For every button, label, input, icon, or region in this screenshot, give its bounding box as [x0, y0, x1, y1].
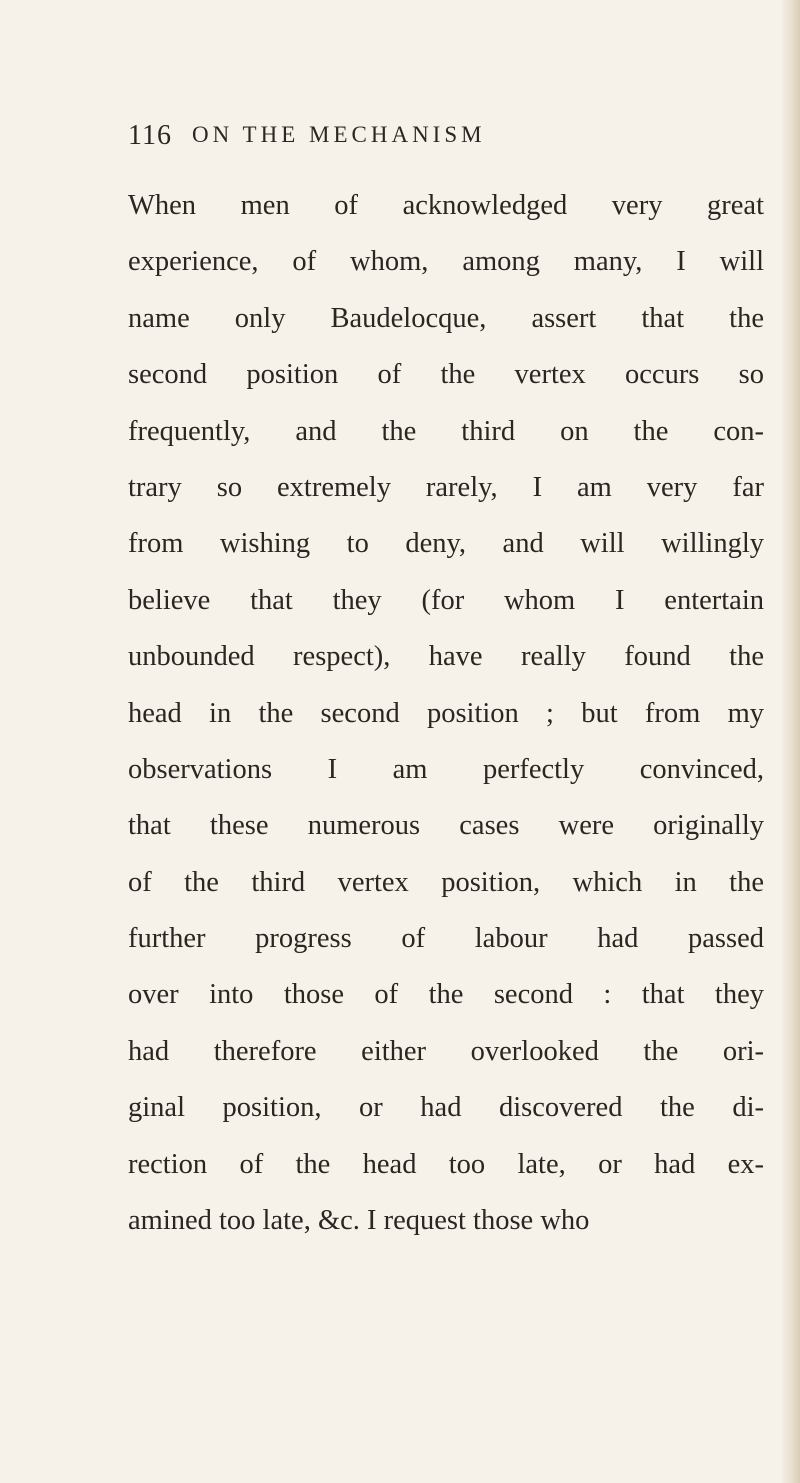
- page-edge-shadow: [782, 0, 800, 1483]
- page-header: [128, 120, 760, 164]
- text-line: name only Baudelocque, assert that the: [128, 302, 764, 334]
- text-line: amined too late, &c. I request those who: [128, 1205, 590, 1237]
- text-line: second position of the vertex occurs so: [128, 359, 764, 391]
- text-line: head in the second position ; but from my: [128, 697, 764, 729]
- page-number: 116: [128, 120, 172, 151]
- text-line: from wishing to deny, and will willingly: [128, 528, 764, 560]
- text-line: observations I am perfectly convinced,: [128, 753, 764, 785]
- text-line: believe that they (for whom I entertain: [128, 584, 764, 616]
- text-line: trary so extremely rarely, I am very far: [128, 471, 764, 503]
- text-line: ginal position, or had discovered the di-: [128, 1092, 764, 1124]
- text-line: over into those of the second : that they: [128, 979, 764, 1011]
- body-text: [128, 178, 764, 1249]
- text-line: unbounded respect), have really found the: [128, 641, 764, 673]
- running-head: ON THE MECHANISM: [192, 122, 486, 147]
- text-line: further progress of labour had passed: [128, 923, 764, 955]
- text-line: frequently, and the third on the con-: [128, 415, 764, 447]
- text-line: experience, of whom, among many, I will: [128, 246, 764, 278]
- text-line: had therefore either overlooked the ori-: [128, 1035, 764, 1067]
- text-line: that these numerous cases were originally: [128, 810, 764, 842]
- text-line: When men of acknowledged very great: [128, 190, 764, 221]
- text-line: of the third vertex position, which in the: [128, 866, 764, 898]
- text-line: rection of the head too late, or had ex-: [128, 1148, 764, 1180]
